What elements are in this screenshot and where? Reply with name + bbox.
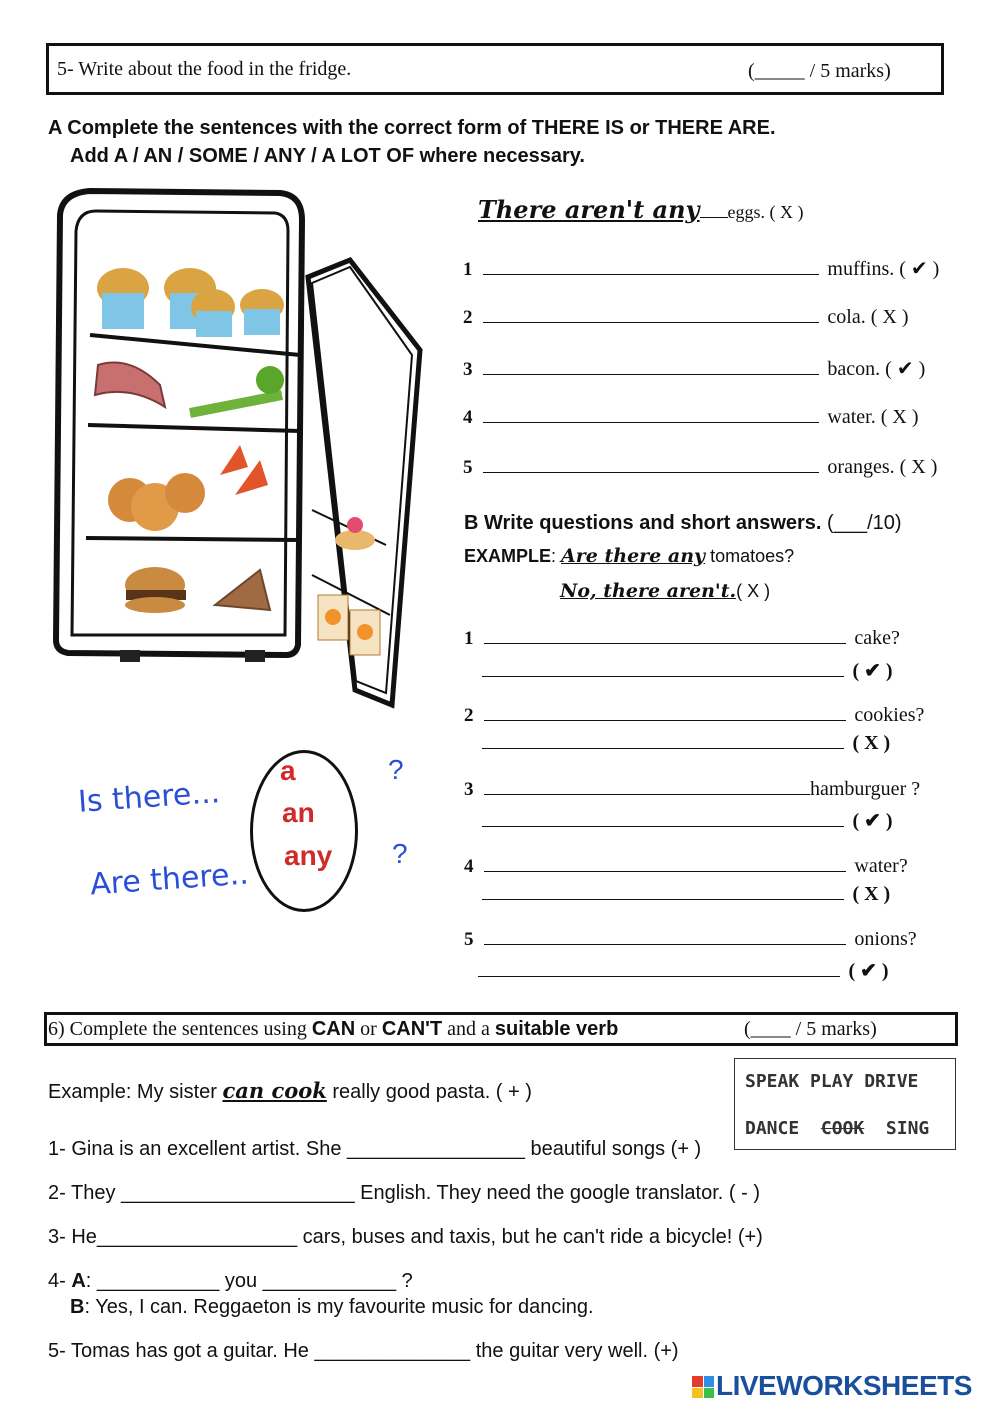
hint-ellipse: [250, 750, 358, 912]
partB-example: EXAMPLE: Are there any tomatoes?: [464, 545, 795, 567]
hint-question-mark-2: ?: [392, 838, 408, 869]
example-hand: can cook: [222, 1078, 327, 1103]
liveworksheets-logo-icon: [692, 1376, 714, 1398]
section6-sentence-4b: [70, 1296, 594, 1319]
item-text: bacon. ( ✔ ): [827, 358, 926, 380]
item-number: 1: [463, 259, 473, 280]
question-blank[interactable]: [484, 704, 846, 721]
question-number: 3: [464, 779, 474, 800]
section6-suitable-verb: suitable verb: [494, 1018, 619, 1040]
question-number: 4: [464, 856, 474, 877]
s4-a-rest: : ___________ you ____________ ?: [85, 1270, 413, 1292]
section5-title: 5- Write about the food in the fridge.: [57, 58, 352, 80]
hint-a: a: [280, 755, 296, 786]
item-text: water. ( X ): [827, 406, 919, 428]
answer-blank[interactable]: [482, 732, 844, 749]
question-number: 5: [464, 929, 474, 950]
partB-answer-1: [482, 658, 893, 683]
section6-sentence-3[interactable]: 3- He__________________ cars, buses and taxis, but he can't ride a bicycle! (+): [48, 1226, 763, 1248]
section6-cant: CAN'T: [381, 1018, 443, 1040]
example-pre: Example: My sister: [48, 1081, 223, 1103]
answer-blank[interactable]: [482, 810, 844, 827]
section6-and-a: and a: [442, 1018, 495, 1040]
section6-marks: (____ / 5 marks): [744, 1018, 877, 1040]
section5-marks: (_____ / 5 marks): [748, 60, 891, 82]
partB-answer-3: [482, 808, 893, 833]
answer-blank[interactable]: [483, 358, 819, 375]
question-word: cake?: [854, 627, 900, 649]
example-post: really good pasta. ( + ): [326, 1081, 532, 1103]
hint-any: any: [284, 840, 333, 871]
question-word: cookies?: [854, 704, 925, 726]
answer-blank[interactable]: [483, 406, 819, 423]
answer-mark: ( X ): [852, 732, 891, 754]
answer-mark: ( ✔ ): [852, 660, 893, 682]
question-number: 1: [464, 628, 474, 649]
partB-marks: (___/10): [827, 512, 902, 534]
item-text: cola. ( X ): [827, 306, 909, 328]
partA-example-rest: eggs. ( X ): [727, 202, 804, 222]
example-answer-hand: No, there aren't.: [560, 580, 737, 602]
answer-blank[interactable]: [478, 960, 840, 977]
fridge-illustration: [50, 185, 430, 715]
question-blank[interactable]: [484, 928, 846, 945]
section6-sentence-4a[interactable]: [48, 1270, 413, 1293]
partA-item-2: [463, 306, 908, 329]
answer-blank[interactable]: [482, 883, 844, 900]
verb-word-box: [734, 1058, 956, 1150]
example-answer-rest: ( X ): [736, 581, 771, 601]
hint-question-mark-1: ?: [388, 754, 404, 785]
question-word: onions?: [854, 928, 917, 950]
partB-title-text: B Write questions and short answers.: [464, 512, 822, 534]
answer-blank[interactable]: [483, 258, 819, 275]
question-word: water?: [854, 855, 908, 877]
s4-a-label: A: [71, 1270, 86, 1292]
partB-answer-5: [478, 958, 889, 983]
partA-example-answer: There aren't any: [478, 195, 700, 224]
partB-question-1: [464, 627, 900, 650]
section6-sentence-1[interactable]: 1- Gina is an excellent artist. She ________________ beautiful songs (+ ): [48, 1138, 702, 1160]
question-blank[interactable]: [484, 778, 810, 795]
item-text: oranges. ( X ): [827, 456, 938, 478]
hint-is-there: Is there...: [76, 775, 222, 820]
answer-mark: ( ✔ ): [848, 960, 889, 982]
partA-example: [478, 195, 803, 224]
partA-item-3: [463, 356, 925, 381]
question-word: hamburguer ?: [809, 778, 921, 800]
section6-can: CAN: [311, 1018, 356, 1040]
partA-instruction-2: Add A / AN / SOME / ANY / A LOT OF where necessary.: [70, 145, 585, 167]
partB-answer-4: [482, 883, 890, 906]
item-number: 4: [463, 407, 473, 428]
partB-title: [464, 512, 902, 535]
answer-blank[interactable]: [483, 306, 819, 323]
word-box-row-2: [745, 1118, 929, 1139]
section6-sentence-5[interactable]: 5- Tomas has got a guitar. He ______________ the guitar very well. (+): [48, 1340, 679, 1362]
hint-are-there: Are there..: [88, 856, 250, 903]
question-blank[interactable]: [484, 855, 846, 872]
s4-pre: 4-: [48, 1270, 72, 1292]
item-number: 3: [463, 359, 473, 380]
partB-example-answer: [560, 580, 770, 602]
section6-title: [48, 1018, 618, 1041]
question-blank[interactable]: [484, 627, 846, 644]
section6-sentence-2[interactable]: 2- They _____________________ English. They need the google translator. ( - ): [48, 1182, 761, 1204]
partA-instruction-1: A Complete the sentences with the correct form of THERE IS or THERE ARE.: [48, 117, 776, 139]
word-box-row-1: SPEAK PLAY DRIVE: [745, 1071, 919, 1092]
example-question-rest: tomatoes?: [710, 546, 795, 566]
partB-question-4: [464, 855, 908, 878]
section6-or: or: [355, 1018, 382, 1040]
partB-question-2: [464, 704, 924, 727]
partB-question-3: [464, 778, 920, 801]
example-label: EXAMPLE: [464, 546, 552, 566]
word-sing: SING: [864, 1118, 930, 1139]
s4-b-label: B: [70, 1296, 85, 1318]
partB-answer-2: [482, 732, 890, 755]
answer-mark: ( ✔ ): [852, 810, 893, 832]
section6-example: [48, 1078, 532, 1104]
item-number: 5: [463, 457, 473, 478]
liveworksheets-brand: LIVEWORKSHEETS: [716, 1370, 972, 1401]
hint-an: an: [282, 797, 315, 828]
word-dance: DANCE: [745, 1118, 821, 1139]
s4-b-rest: : Yes, I can. Reggaeton is my favourite music for dancing.: [84, 1296, 594, 1318]
item-number: 2: [463, 307, 473, 328]
answer-blank[interactable]: [482, 660, 844, 677]
partA-item-5: [463, 456, 937, 479]
section6-title-pre: 6) Complete the sentences using: [48, 1018, 312, 1040]
word-cook-struck: COOK: [820, 1118, 865, 1139]
question-number: 2: [464, 705, 474, 726]
answer-blank[interactable]: [483, 456, 819, 473]
partA-item-4: [463, 406, 918, 429]
partA-item-1: [463, 256, 939, 281]
partB-question-5: [464, 928, 917, 951]
example-question-hand: Are there any: [561, 545, 706, 567]
answer-mark: ( X ): [852, 883, 891, 905]
item-text: muffins. ( ✔ ): [827, 258, 940, 280]
